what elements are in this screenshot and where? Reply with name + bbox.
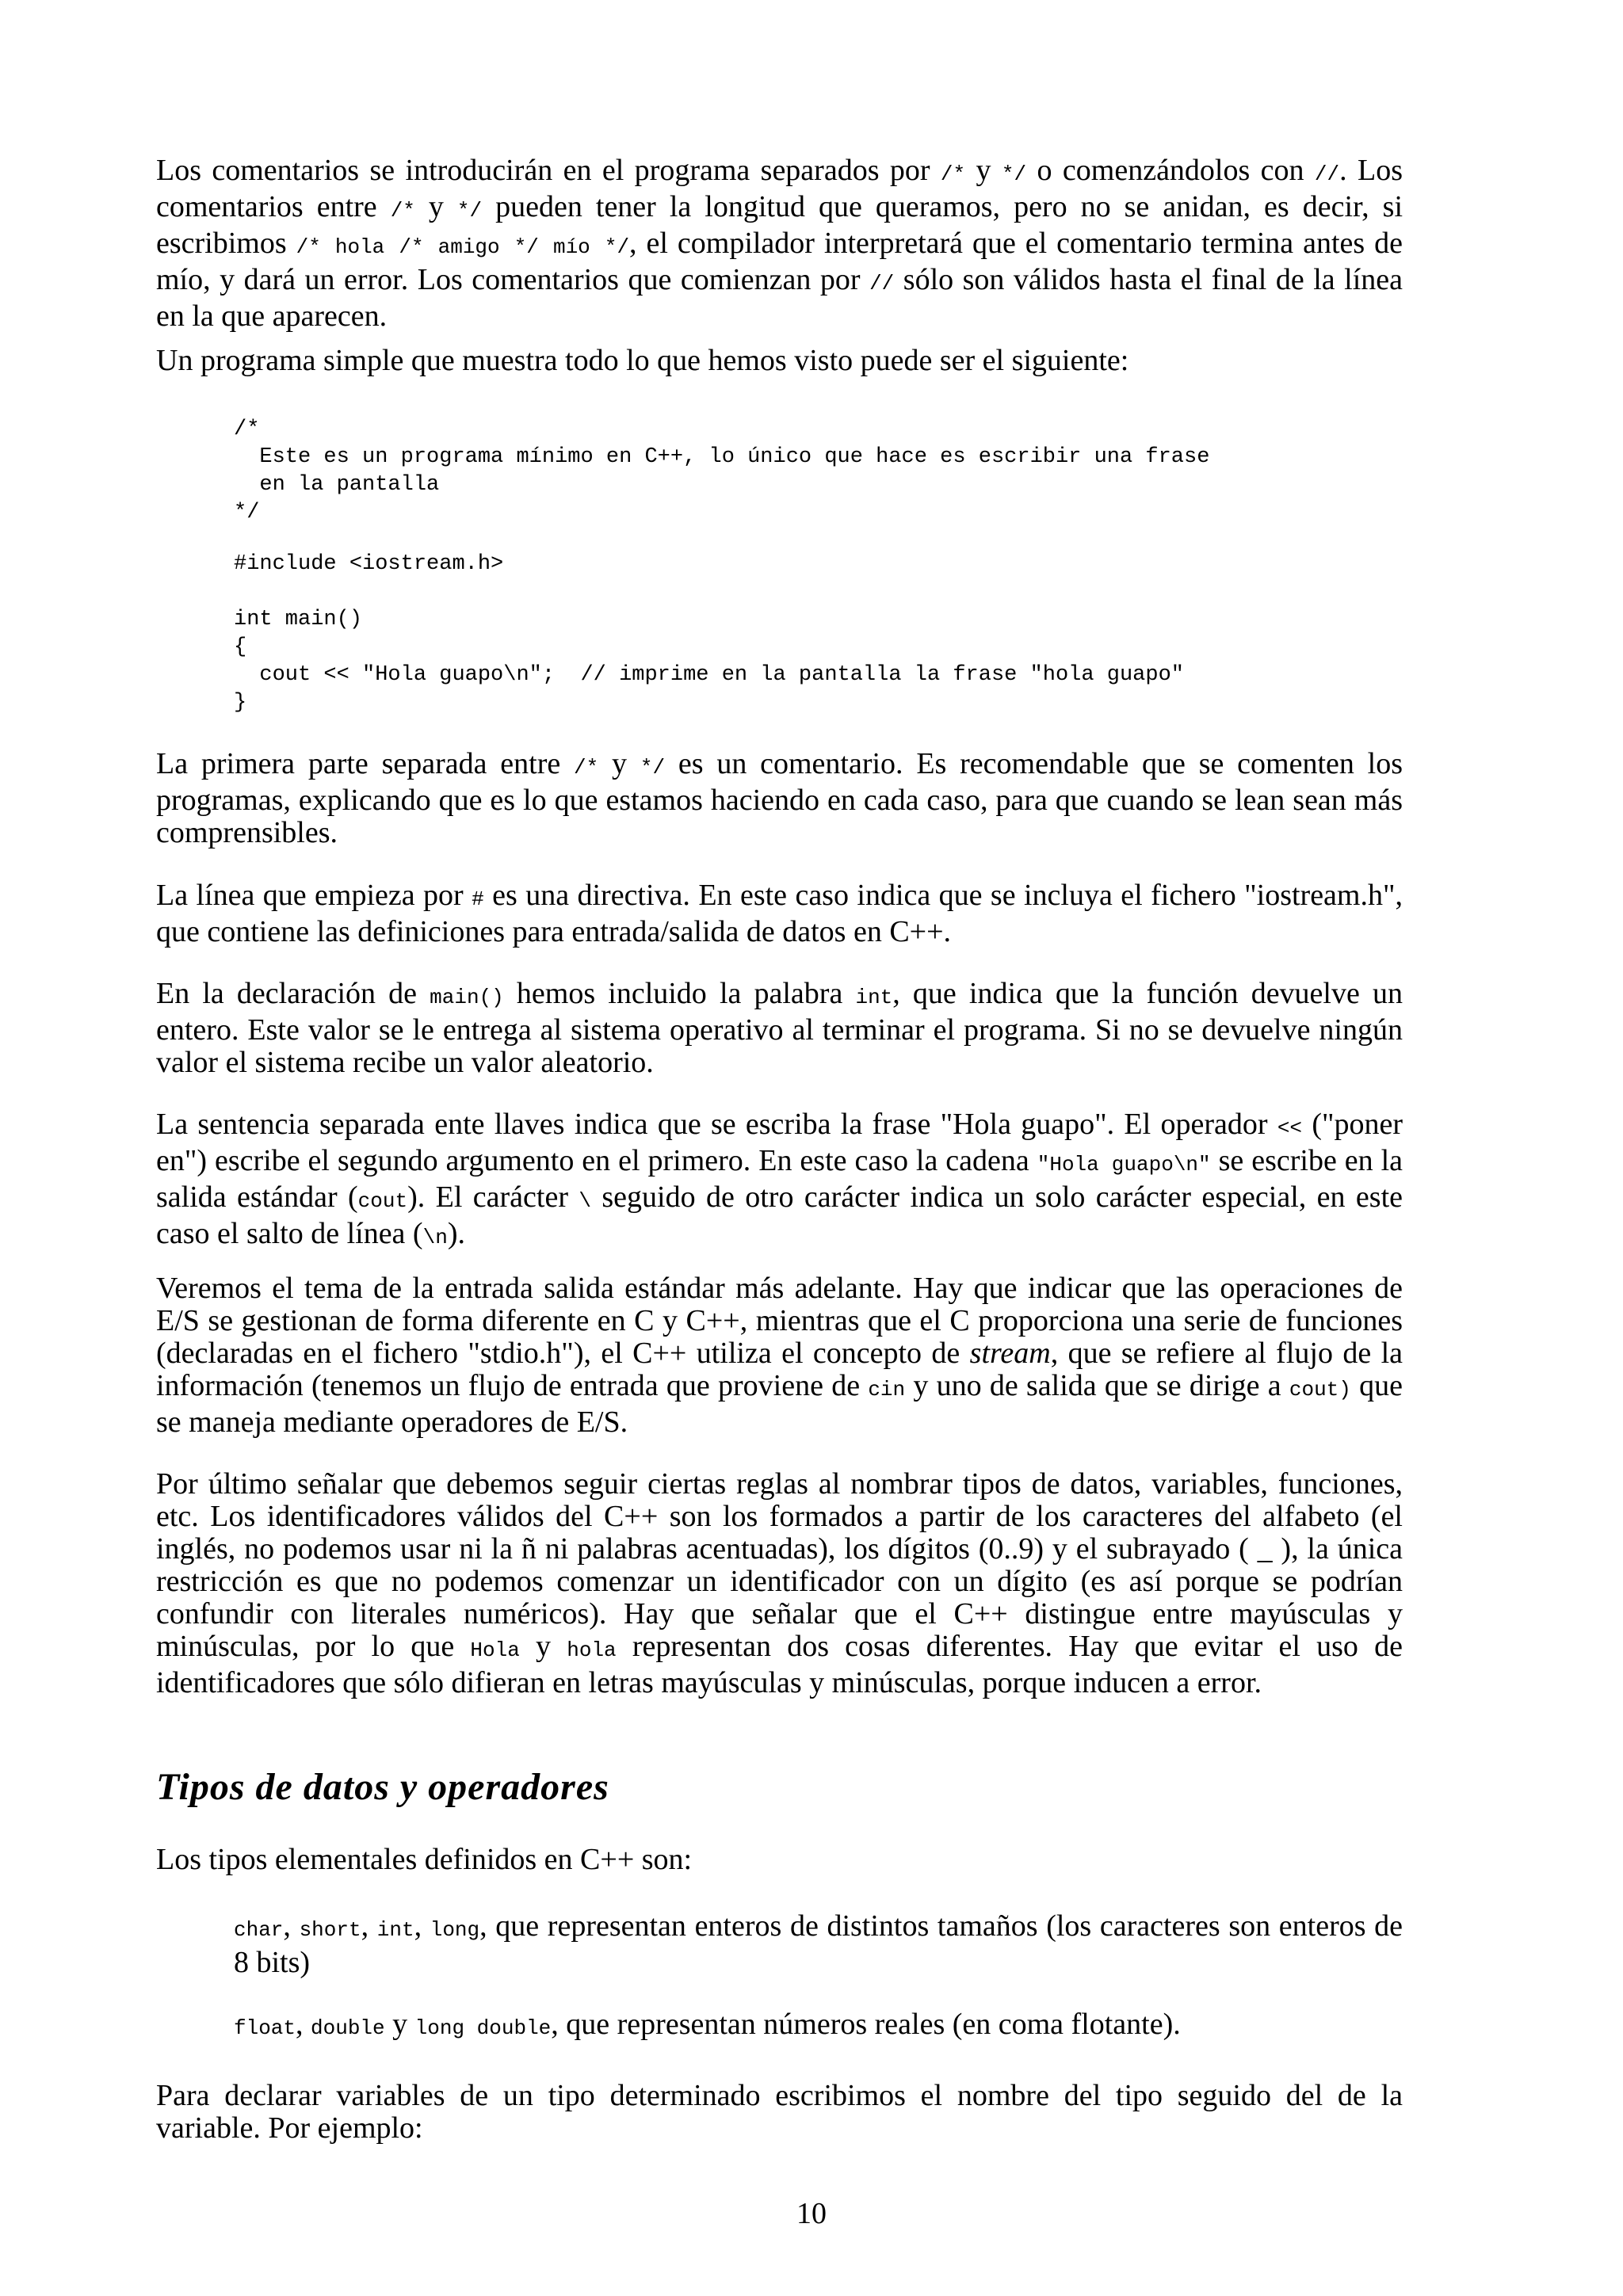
types-float-item: float, double y long double, que representan números reales (en coma flotante). — [234, 2008, 1181, 2041]
paragraph-declare-variables: Para declarar variables de un tipo determinado escribimos el nombre del tipo seguido del de la variable. Por ejemplo: — [156, 2079, 1403, 2145]
paragraph-main-declaration: En la declaración de main() hemos incluido la palabra int, que indica que la función devuelve un entero. Este valor se le entrega al sistema operativo al terminar el programa. Si no se devuelve ningún valor el sistema recibe un valor aleatorio. — [156, 977, 1403, 1079]
paragraph-types-intro: Los tipos elementales definidos en C++ son: — [156, 1843, 693, 1876]
paragraph-io-streams: Veremos el tema de la entrada salida estándar más adelante. Hay que indicar que las operaciones de E/S se gestionan de forma diferente en C y C++, mientras que el C proporciona una serie de funciones (declaradas en el fichero "stdio.h"), el C++ utiliza el concepto de stream, que se refiere al flujo de la información (tenemos un flujo de entrada que proviene de cin y uno de salida que se dirige a cout) que se maneja mediante operadores de E/S. — [156, 1272, 1403, 1439]
paragraph-first-part: La primera parte separada entre /* y */ es un comentario. Es recomendable que se comenten los programas, explicando que es lo que estamos haciendo en cada caso, para que cuando se lean sean más comprensibles. — [156, 747, 1403, 849]
paragraph-identifiers: Por último señalar que debemos seguir ciertas reglas al nombrar tipos de datos, variables, funciones, etc. Los identificadores válidos del C++ son los formados a partir de los caracteres del alfabeto (el inglés, no podemos usar ni la ñ ni palabras acentuadas), los dígitos (0..9) y el subrayado ( _ ), la única restricción es que no podemos comenzar un identificador con un dígito (es así porque se podrían confundir con literales numéricos). Hay que señalar que el C++ distingue entre mayúsculas y minúsculas, por lo que Hola y hola representan dos cosas diferentes. Hay que evitar el uso de identificadores que sólo difieran en letras mayúsculas y minúsculas, porque inducen a error. — [156, 1467, 1403, 1699]
page-number: 10 — [796, 2197, 827, 2230]
paragraph-directive: La línea que empieza por # es una directiva. En este caso indica que se incluya el fichero "iostream.h", que contiene las definiciones para entrada/salida de datos en C++. — [156, 879, 1403, 948]
paragraph-comments-syntax: Los comentarios se introducirán en el programa separados por /* y */ o comenzándolos con //. Los comentarios entre /* y */ pueden tener la longitud que queramos, pero no se anidan, es decir, si escribimos /* hola /* amigo */ mío */, el compilador interpretará que el comentario termina antes de mío, y dará un error. Los comentarios que comienzan por // sólo son válidos hasta el final de la línea en la que aparecen. — [156, 154, 1403, 333]
section-heading: Tipos de datos y operadores — [156, 1766, 609, 1808]
types-integer-item: char, short, int, long, que representan enteros de distintos tamaños (los caracteres son enteros de 8 bits) — [234, 1909, 1403, 1979]
paragraph-statement: La sentencia separada ente llaves indica que se escriba la frase "Hola guapo". El operador << ("poner en") escribe el segundo argumento en el primero. En este caso la cadena "Hola guapo\n" se escribe en la salida estándar (cout). El carácter \ seguido de otro carácter indica un solo carácter especial, en este caso el salto de línea (\n). — [156, 1108, 1403, 1250]
paragraph-example-intro: Un programa simple que muestra todo lo que hemos visto puede ser el siguiente: — [156, 344, 1129, 377]
code-include-line: #include <iostream.h> — [234, 552, 504, 576]
code-comment-block: /* Este es un programa mínimo en C++, lo único que hace es escribir una frase en la pantalla */ — [234, 418, 1210, 524]
code-main-function: int main() { cout << "Hola guapo\n"; // imprime en la pantalla la frase "hola guapo" } — [234, 608, 1184, 715]
